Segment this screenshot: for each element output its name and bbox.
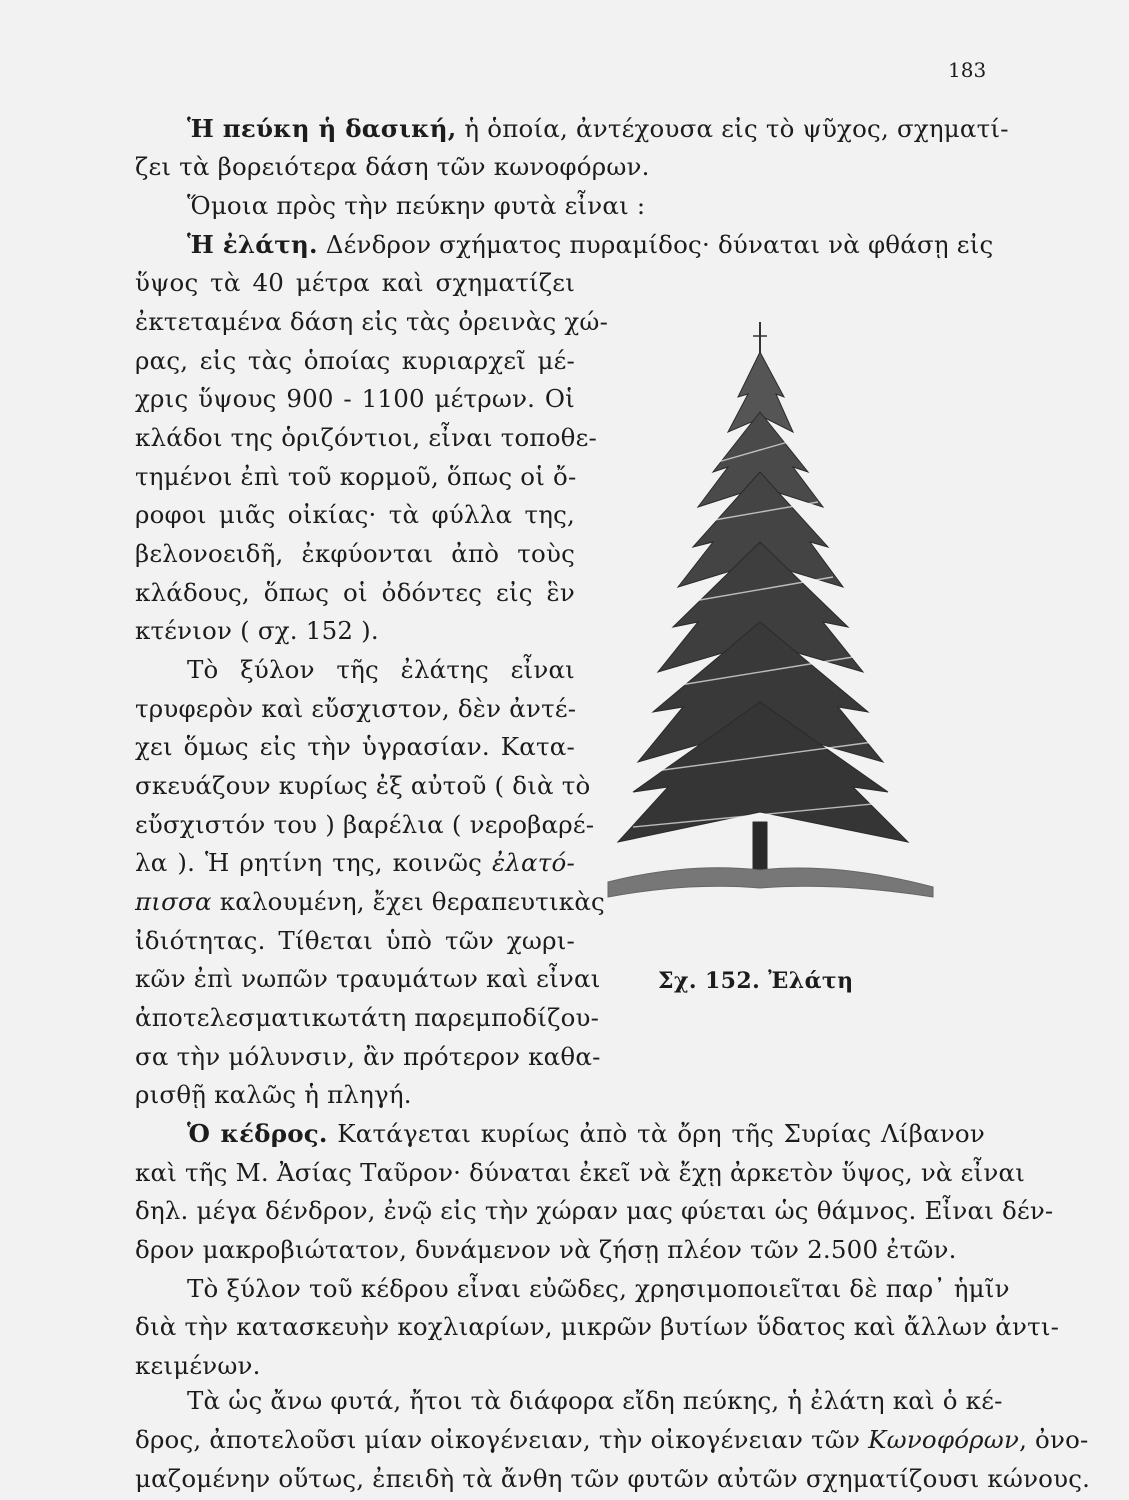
- text-line: ἀποτελεσματικωτάτη παρεμποδίζου-: [135, 1003, 600, 1032]
- term-fir: Ἡ ἐλάτη.: [187, 230, 318, 259]
- text-span: Κατάγεται κυρίως ἀπὸ τὰ ὄρη τῆς Συρίας Λίβανον: [327, 1119, 985, 1148]
- text-line: κτένιον ( σχ. 152 ).: [135, 616, 379, 645]
- text-line: Τὰ ὡς ἄνω φυτά, ἤτοι τὰ διάφορα εἴδη πεύκης, ἡ ἐλάτη καὶ ὁ κέ-: [187, 1386, 1003, 1415]
- text-line: ἐκτεταμένα δάση εἰς τὰς ὀρεινὰς χώ-: [135, 307, 609, 336]
- text-line: δηλ. μέγα δένδρον, ἐνῷ εἰς τὴν χώραν μας φύεται ὡς θάμνος. Εἶναι δέν-: [135, 1196, 1054, 1225]
- text-span: ἡ ὁποία, ἀντέχουσα εἰς τὸ ψῦχος, σχηματί-: [456, 114, 1009, 143]
- text-line: ρας, εἰς τὰς ὁποίας κυριαρχεῖ μέ-: [135, 346, 575, 375]
- text-line: κῶν ἐπὶ νωπῶν τραυμάτων καὶ εἶναι: [135, 964, 601, 993]
- text-line: εὔσχιστόν του ) βαρέλια ( νεροβαρέ-: [135, 810, 595, 839]
- text-line: σα τὴν μόλυνσιν, ἂν πρότερον καθα-: [135, 1042, 601, 1071]
- text-line: διὰ τὴν κατασκευὴν κοχλιαρίων, μικρῶν βυτίων ὕδατος καὶ ἄλλων ἀντι-: [135, 1312, 1060, 1341]
- text-line: τρυφερὸν καὶ εὔσχιστον, δὲν ἀντέ-: [135, 694, 577, 723]
- text-line: ροφοι μιᾶς οἰκίας· τὰ φύλλα της,: [135, 500, 575, 529]
- text-line: ζει τὰ βορειότερα δάση τῶν κωνοφόρων.: [135, 152, 650, 181]
- text-span-italic: πισσα: [135, 887, 212, 916]
- text-line: σκευάζουν κυρίως ἐξ αὐτοῦ ( διὰ τὸ: [135, 771, 591, 800]
- text-line: κειμένων.: [135, 1351, 261, 1380]
- figure-caption: Σχ. 152. Ἐλάτη: [658, 968, 854, 994]
- term-cedar: Ὁ κέδρος.: [187, 1119, 328, 1148]
- text-line: Ὅμοια πρὸς τὴν πεύκην φυτὰ εἶναι :: [187, 191, 646, 220]
- text-span-italic: ἐλατό-: [491, 848, 575, 877]
- text-span: Δένδρον σχήματος πυραμίδος· δύναται νὰ φθάσῃ εἰς: [317, 230, 994, 259]
- page-number: 183: [948, 58, 987, 82]
- text-line: ἰδιότητας. Τίθεται ὑπὸ τῶν χωρι-: [135, 926, 575, 955]
- text-line: [135, 1117, 985, 1151]
- text-line: Τὸ ξύλον τῆς ἐλάτης εἶναι: [187, 655, 575, 684]
- text-span: , ὀνο-: [1019, 1425, 1089, 1454]
- text-line: καὶ τῆς Μ. Ἀσίας Ταῦρον· δύναται ἐκεῖ νὰ ἔχῃ ἀρκετὸν ὕψος, νὰ εἶναι: [135, 1158, 1026, 1187]
- text-span: δρος, ἀποτελοῦσι μίαν οἰκογένειαν, τὴν οἰκογένειαν τῶν: [135, 1425, 869, 1454]
- text-line: χρις ὕψους 900 - 1100 μέτρων. Οἱ: [135, 384, 575, 413]
- text-line: κλάδοι της ὁριζόντιοι, εἶναι τοποθε-: [135, 423, 598, 452]
- text-line: τημένοι ἐπὶ τοῦ κορμοῦ, ὅπως οἱ ὄ-: [135, 462, 577, 491]
- fir-tree-illustration: [588, 322, 938, 922]
- text-span-italic: Κωνοφόρων: [868, 1425, 1020, 1454]
- term-pine: Ἡ πεύκη ἡ δασική,: [187, 114, 457, 143]
- text-line: [135, 228, 994, 262]
- text-span: καλουμένη, ἔχει θεραπευτικὰς: [211, 887, 605, 916]
- text-line: [135, 1423, 1089, 1457]
- text-line: ὕψος τὰ 40 μέτρα καὶ σχηματίζει: [135, 268, 575, 297]
- text-line: Τὸ ξύλον τοῦ κέδρου εἶναι εὐῶδες, χρησιμοποιεῖται δὲ παρ᾽ ἡμῖν: [187, 1274, 1010, 1303]
- text-span: λα ). Ἡ ρητίνη της, κοινῶς: [135, 848, 492, 877]
- text-line: βελονοειδῆ, ἐκφύονται ἀπὸ τοὺς: [135, 539, 575, 568]
- text-line: μαζομένην οὕτως, ἐπειδὴ τὰ ἄνθη τῶν φυτῶν αὐτῶν σχηματίζουσι κώνους.: [135, 1464, 1091, 1493]
- text-line: δρον μακροβιώτατον, δυνάμενον νὰ ζήσῃ πλέον τῶν 2.500 ἐτῶν.: [135, 1235, 957, 1264]
- text-line: [135, 846, 575, 880]
- text-line: κλάδους, ὅπως οἱ ὀδόντες εἰς ἓν: [135, 578, 575, 607]
- text-line: ρισθῇ καλῶς ἡ πληγή.: [135, 1080, 412, 1109]
- text-line: [135, 112, 1009, 146]
- text-line: [135, 885, 605, 919]
- text-line: χει ὅμως εἰς τὴν ὑγρασίαν. Κατα-: [135, 732, 575, 761]
